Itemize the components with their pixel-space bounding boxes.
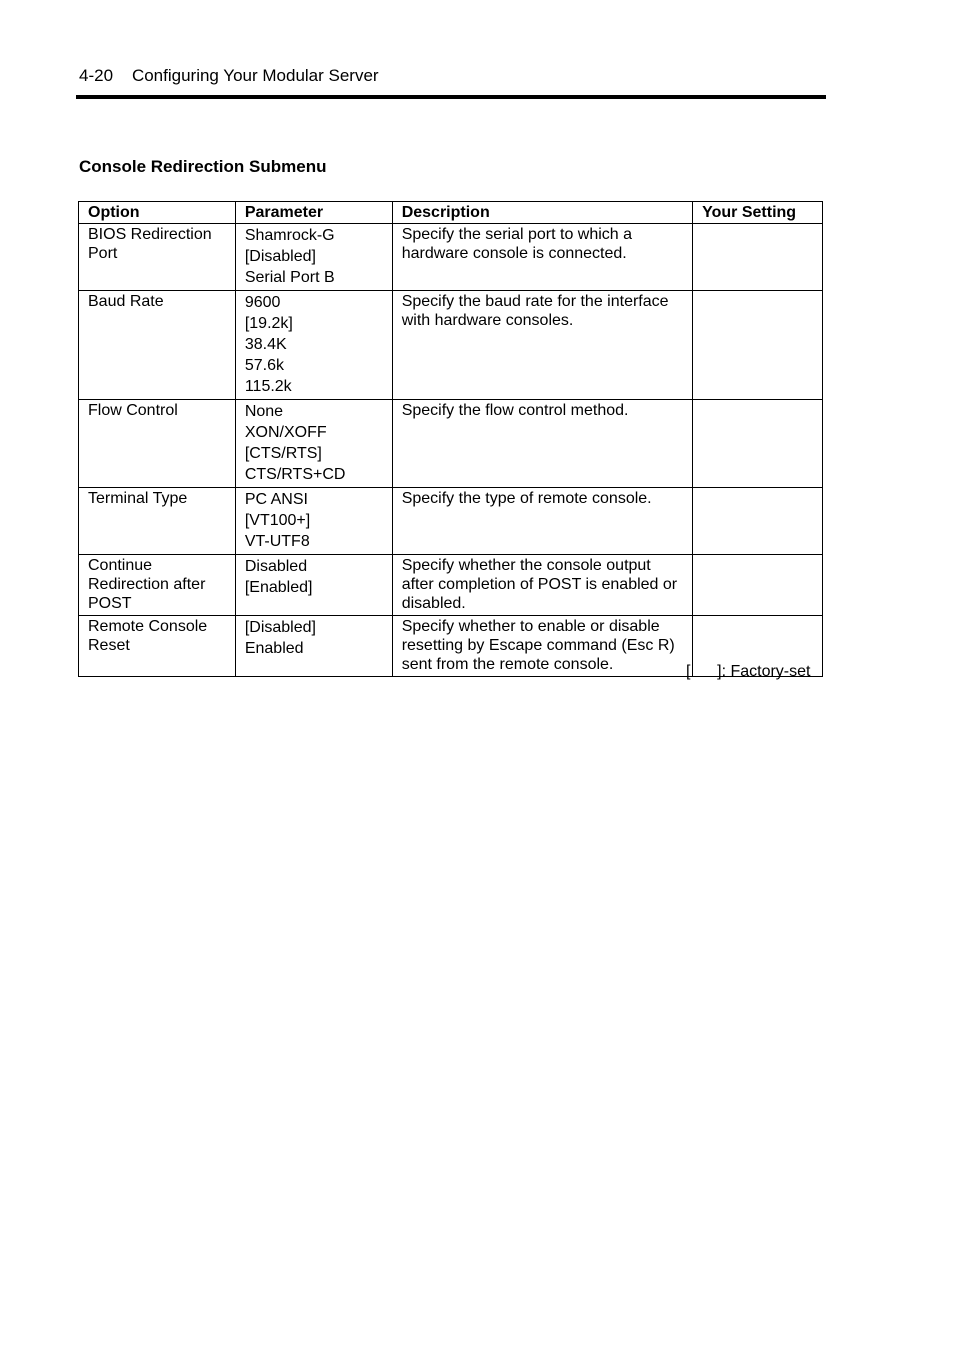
parameter-value: None	[244, 403, 284, 420]
your-setting-cell[interactable]	[693, 400, 823, 488]
parameter-value: [Disabled]	[244, 248, 316, 265]
factory-set-footnote: [ ]: Factory-set	[686, 663, 811, 680]
parameter-cell	[235, 616, 392, 677]
parameter-value: [CTS/RTS]	[244, 445, 322, 462]
option-cell: Remote Console Reset	[79, 616, 236, 677]
parameter-value: PC ANSI	[244, 491, 308, 508]
table-row	[79, 555, 823, 616]
table-row	[79, 488, 823, 555]
option-cell: Continue Redirection after POST	[79, 555, 236, 616]
section-title: Console Redirection Submenu	[79, 157, 327, 176]
parameter-value: [VT100+]	[244, 512, 311, 529]
table-row	[79, 400, 823, 488]
parameter-value: Serial Port B	[244, 269, 335, 286]
parameter-cell	[235, 224, 392, 291]
parameter-value: XON/XOFF	[244, 424, 327, 441]
option-cell: Baud Rate	[79, 291, 236, 400]
parameter-value: [Disabled]	[244, 619, 316, 636]
parameter-cell	[235, 488, 392, 555]
description-cell: Specify the serial port to which a hardware console is connected.	[392, 224, 692, 291]
parameter-value: 9600	[244, 294, 281, 311]
parameter-value: 115.2k	[244, 378, 292, 395]
column-header-your-setting: Your Setting	[693, 202, 823, 224]
parameter-value: VT-UTF8	[244, 533, 310, 550]
your-setting-cell[interactable]	[693, 488, 823, 555]
option-cell: BIOS Redirection Port	[79, 224, 236, 291]
parameter-cell	[235, 400, 392, 488]
page-number: 4-20	[79, 66, 114, 85]
parameter-value: Disabled	[244, 558, 308, 575]
header-rule	[76, 95, 826, 99]
parameter-value: [19.2k]	[244, 315, 293, 332]
your-setting-cell[interactable]	[693, 224, 823, 291]
column-header-parameter: Parameter	[235, 202, 392, 224]
description-cell: Specify the type of remote console.	[392, 488, 692, 555]
option-cell: Terminal Type	[79, 488, 236, 555]
your-setting-cell[interactable]	[693, 291, 823, 400]
parameter-value: CTS/RTS+CD	[244, 466, 346, 483]
table-row	[79, 224, 823, 291]
column-header-description: Description	[392, 202, 692, 224]
parameter-value: 38.4K	[244, 336, 287, 353]
running-header	[79, 66, 379, 86]
table-header-row	[79, 202, 823, 224]
parameter-value: Enabled	[244, 640, 304, 657]
your-setting-cell[interactable]	[693, 555, 823, 616]
console-redirection-table	[78, 201, 823, 677]
parameter-value: 57.6k	[244, 357, 284, 374]
column-header-option: Option	[79, 202, 236, 224]
parameter-cell	[235, 555, 392, 616]
description-cell: Specify whether the console output after completion of POST is enabled or disabled.	[392, 555, 692, 616]
chapter-title: Configuring Your Modular Server	[131, 66, 379, 85]
parameter-value: [Enabled]	[244, 579, 313, 596]
parameter-cell	[235, 291, 392, 400]
table-body	[79, 224, 823, 677]
option-cell: Flow Control	[79, 400, 236, 488]
parameter-value: Shamrock-G	[244, 227, 335, 244]
description-cell: Specify the flow control method.	[392, 400, 692, 488]
description-cell: Specify the baud rate for the interface with hardware consoles.	[392, 291, 692, 400]
description-cell: Specify whether to enable or disable resetting by Escape command (Esc R) sent from the remote console.	[392, 616, 692, 677]
table-row	[79, 291, 823, 400]
